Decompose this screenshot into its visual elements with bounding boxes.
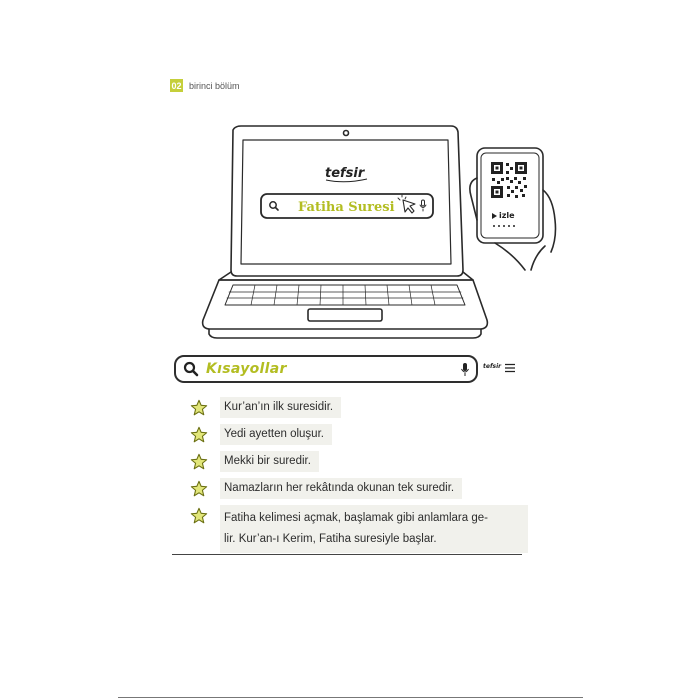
list-item [190,451,530,472]
star-icon [190,399,208,417]
list-item [190,397,530,418]
chapter-number: 02 [171,80,182,91]
list-item-text [220,505,528,553]
screen-brand-logo: tefsir [325,166,365,181]
list-item [190,505,530,553]
star-icon [190,426,208,444]
shortcuts-brand-logo: tefsir [483,363,502,370]
list-item-text: Namazların her rekâtında okunan tek suredir. [220,478,462,499]
laptop-phone-illustration [195,120,565,345]
list-item-line: lir. Kur’an-ı Kerim, Fatiha suresiyle başlar. [224,533,437,545]
phone-watch-label: izle [499,211,515,220]
list-item-line: Fatiha kelimesi açmak, başlamak gibi anlamlara ge- [224,512,488,524]
section-divider [172,554,522,555]
star-icon [190,507,208,525]
chapter-header [170,79,240,92]
star-icon [190,480,208,498]
facts-list [190,397,530,559]
microphone-icon [460,362,470,378]
list-item [190,478,530,499]
list-item-text: Yedi ayetten oluşur. [220,424,332,445]
search-icon [182,360,200,378]
list-item-text: Mekki bir suredir. [220,451,319,472]
page-bottom-divider [118,697,583,698]
menu-icon [505,363,515,373]
shortcuts-search-bar [174,355,478,383]
list-item [190,424,530,445]
list-item-text: Kur’an’ın ilk suresidir. [220,397,341,418]
chapter-title: birinci bölüm [189,80,240,91]
star-icon [190,453,208,471]
shortcuts-title: Kısayollar [206,361,287,377]
screen-search-query: Fatiha Suresi [298,200,395,215]
